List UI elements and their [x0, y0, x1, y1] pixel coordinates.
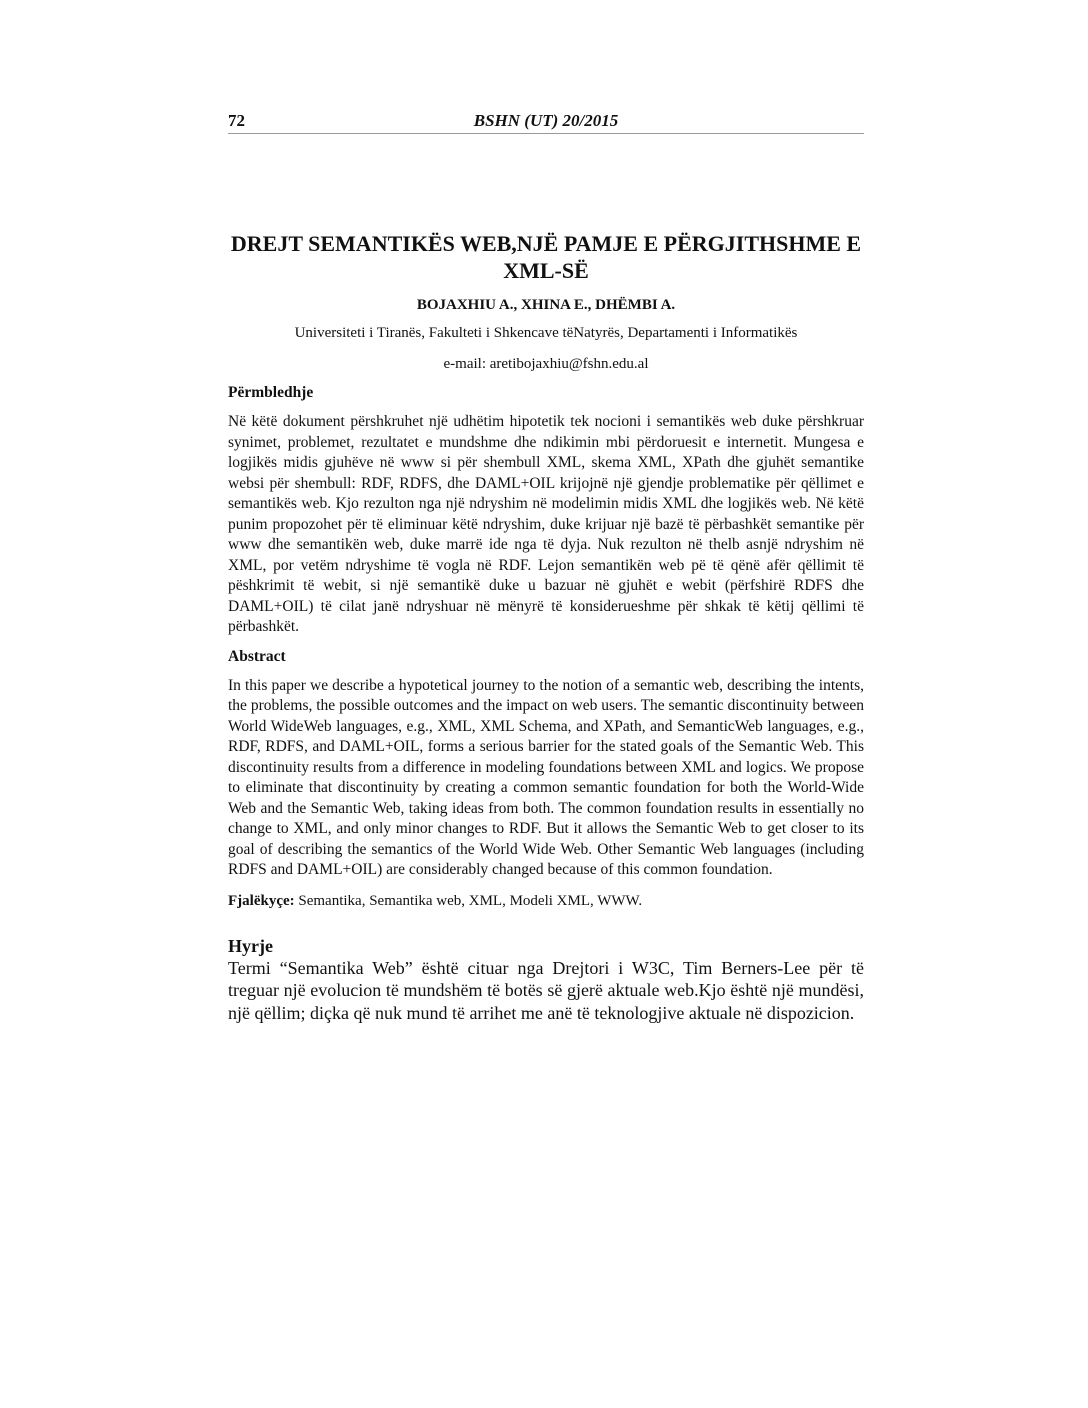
keywords-label: Fjalëkyçe: [228, 892, 295, 909]
running-header [228, 111, 864, 134]
article-title: DREJT SEMANTIKËS WEB,NJË PAMJE E PËRGJITHSHME E XML-SË [230, 231, 862, 283]
introduction-heading: Hyrje [228, 935, 273, 956]
contact-email: e-mail: aretibojaxhiu@fshn.edu.al [443, 356, 649, 372]
introduction-text: Termi “Semantika Web” është cituar nga Drejtori i W3C, Tim Berners-Lee për të treguar një evolucion të mundshëm të botës së gjerë aktuale web.Kjo është një mundësi, një qëllim; diçka që nuk mund të arrihet me anë të teknologjive aktuale në dispozicion. [228, 957, 864, 1023]
permbledhje-text: Në këtë dokument përshkruhet një udhëtim hipotetik tek nocioni i semantikës web duke përshkruar synimet, problemet, rezultatet e mundshme dhe ndikimin mbi përdoruesit e internetit. Mungesa e logjikës midis gjuhëve në www si për shembull XML, skema XML, XPath dhe gjuhët semantike websi për shembull: RDF, RDFS, dhe DAML+OIL krijojnë një gjendje problematike për qëllimet e semantikës web. Kjo rezulton nga një ndryshim në modelimin midis XML dhe logjikës web. Në këtë punim propozohet për të eliminuar këtë ndryshim, duke krijuar një bazë të përbashkët semantike për www dhe semantikën web, duke marrë ide nga të dyja. Nuk rezulton në thelb asnjë ndryshim në XML, por vetëm ndryshime të vogla në RDF. Lejon semantikën web pë të qënë afër qëllimit të pëshkrimit të webit, si një semantikë duke u bazuar në gjuhët e webit (përfshirë RDFS dhe DAML+OIL) të cilat janë ndryshuar në mënyrë të konsiderueshme për shkak të këtij qëllimi të përbashkët. [228, 413, 864, 635]
author-affiliation: Universiteti i Tiranës, Fakulteti i Shkencave tëNatyrës, Departamenti i Informatikës [294, 325, 798, 341]
journal-name: BSHN (UT) 20/2015 [473, 111, 619, 130]
abstract-text: In this paper we describe a hypotetical journey to the notion of a semantic web, describing the intents, the problems, the possible outcomes and the impact on web users. The semantic discontinuity between World WideWeb languages, e.g., XML, XML Schema, and XPath, and SemanticWeb languages, e.g., RDF, RDFS, and DAML+OIL, forms a serious barrier for the stated goals of the Semantic Web. This discontinuity results from a difference in modeling foundations between XML and logics. We propose to eliminate that discontinuity by creating a common semantic foundation for both the World-Wide Web and the Semantic Web, taking ideas from both. The common foundation results in essentially no change to XML, and only minor changes to RDF. But it allows the Semantic Web to get closer to its goal of describing the semantics of the World Wide Web. Other Semantic Web languages (including RDFS and DAML+OIL) are considerably changed because of this common foundation. [228, 676, 864, 878]
keywords [228, 891, 864, 911]
article-content [228, 230, 864, 1024]
keywords-text: Semantika, Semantika web, XML, Modeli XML, WWW. [294, 892, 643, 909]
article-authors: BOJAXHIU A., XHINA E., DHËMBI A. [416, 297, 676, 313]
permbledhje-heading: Përmbledhje [228, 384, 314, 401]
page-number: 72 [228, 111, 245, 130]
abstract-heading: Abstract [228, 647, 286, 665]
